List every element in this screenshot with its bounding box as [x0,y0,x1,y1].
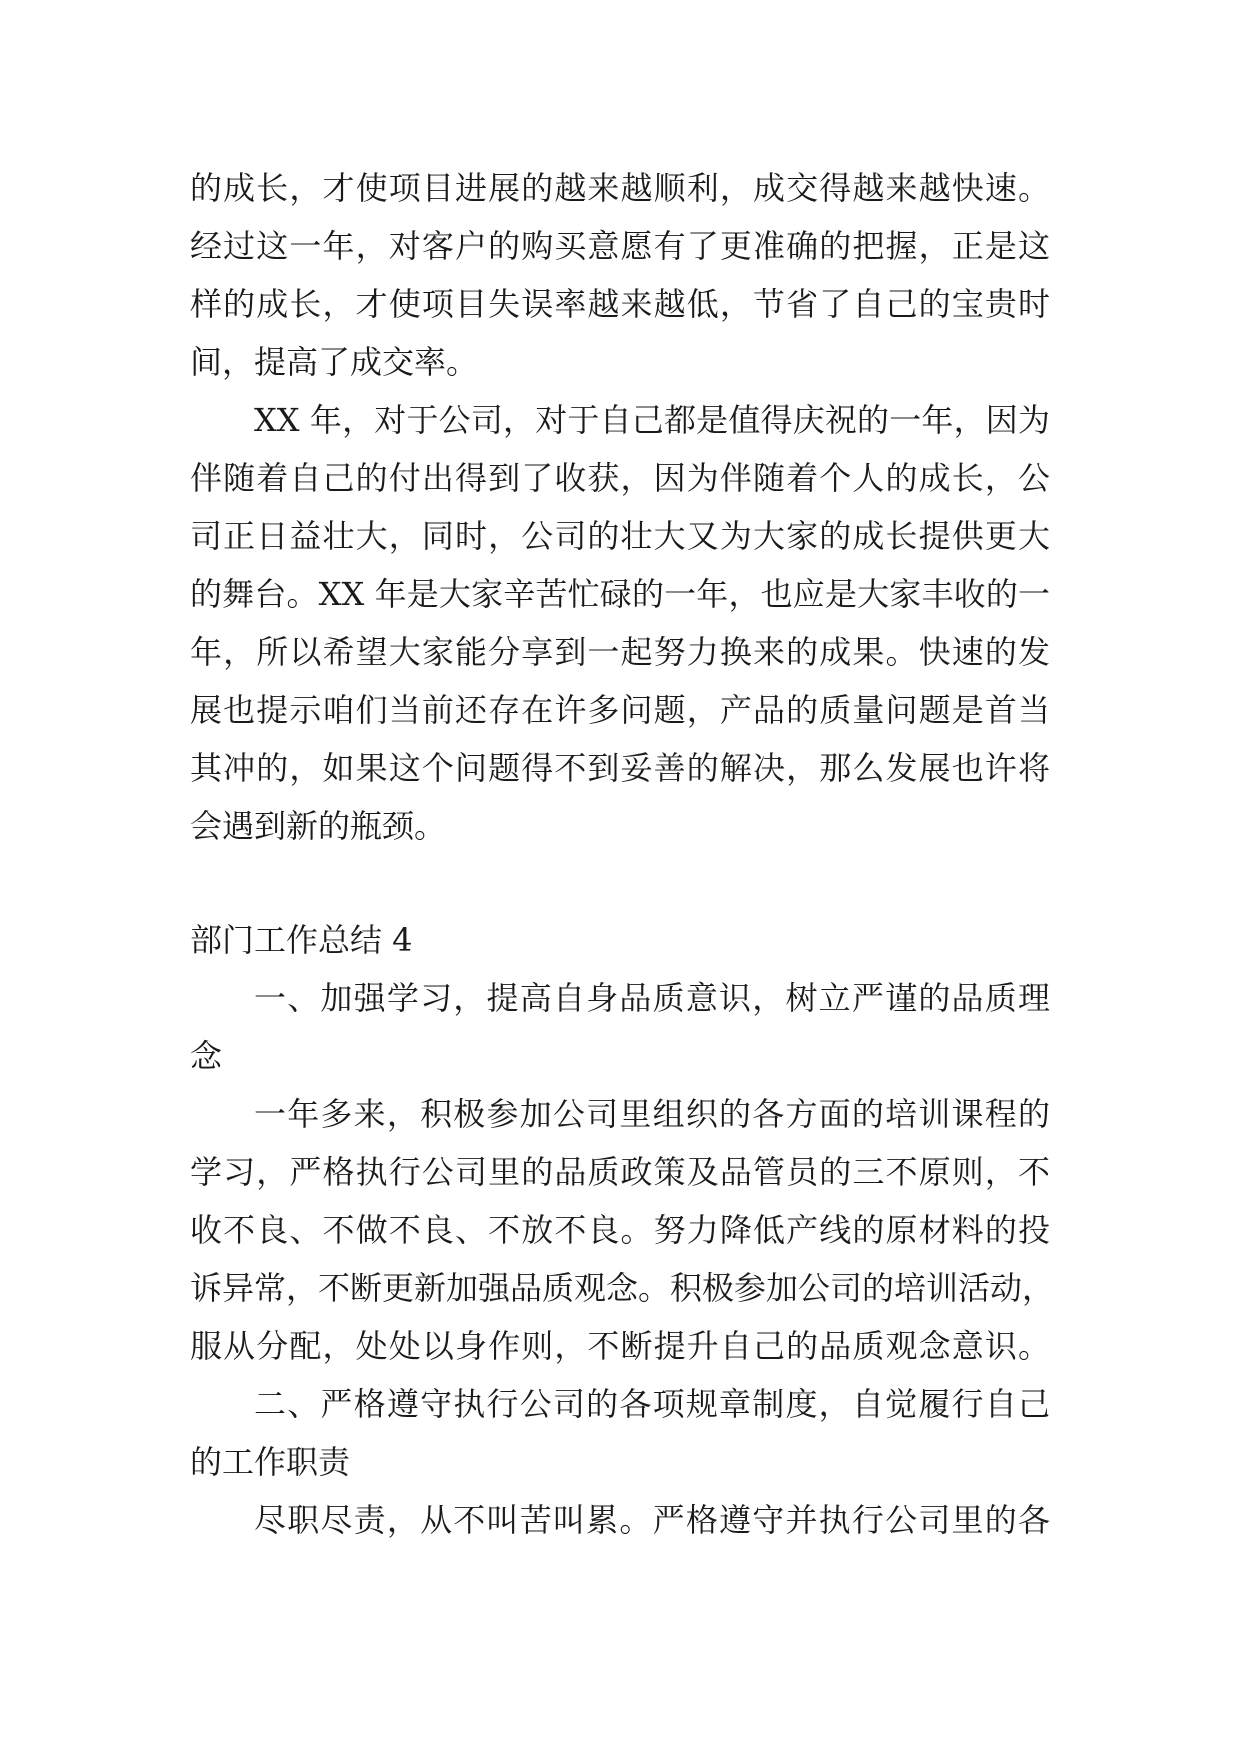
text-line: 司正日益壮大，同时，公司的壮大又为大家的成长提供更大 [190,517,1050,555]
text-line: 诉异常，不断更新加强品质观念。积极参加公司的培训活动， [190,1269,1055,1307]
text-line: 收不良、不做不良、不放不良。努力降低产线的原材料的投 [190,1211,1050,1249]
text-line: 念 [190,1037,223,1075]
text-line: 经过这一年，对客户的购买意愿有了更准确的把握，正是这 [190,227,1050,265]
text-line: 学习，严格执行公司里的品质政策及品管员的三不原则，不 [190,1153,1050,1191]
text-line: 服从分配，处处以身作则，不断提升自己的品质观念意识。 [190,1327,1050,1365]
text-line: 会遇到新的瓶颈。 [190,807,447,845]
text-line: 一、加强学习，提高自身品质意识，树立严谨的品质理 [254,979,1050,1017]
text-line: 年，所以希望大家能分享到一起努力换来的成果。快速的发 [190,633,1050,671]
text-line: 样的成长，才使项目失误率越来越低，节省了自己的宝贵时 [190,285,1050,323]
text-line: 二、严格遵守执行公司的各项规章制度，自觉履行自己 [254,1385,1050,1423]
text-line: 其冲的，如果这个问题得不到妥善的解决，那么发展也许将 [190,749,1050,787]
section-heading: 部门工作总结 4 [190,921,413,959]
text-line: 的成长，才使项目进展的越来越顺利，成交得越来越快速。 [190,169,1050,207]
text-line: 的舞台。XX 年是大家辛苦忙碌的一年，也应是大家丰收的一 [190,575,1050,613]
text-line: 伴随着自己的付出得到了收获，因为伴随着个人的成长，公 [190,459,1050,497]
text-line: 尽职尽责，从不叫苦叫累。严格遵守并执行公司里的各 [254,1501,1050,1539]
text-line: 间，提高了成交率。 [190,343,479,381]
text-line: 的工作职责 [190,1443,351,1481]
text-line: 展也提示咱们当前还存在许多问题，产品的质量问题是首当 [190,691,1050,729]
text-line: 一年多来，积极参加公司里组织的各方面的培训课程的 [254,1095,1050,1133]
text-line: XX 年，对于公司，对于自己都是值得庆祝的一年，因为 [254,401,1050,439]
